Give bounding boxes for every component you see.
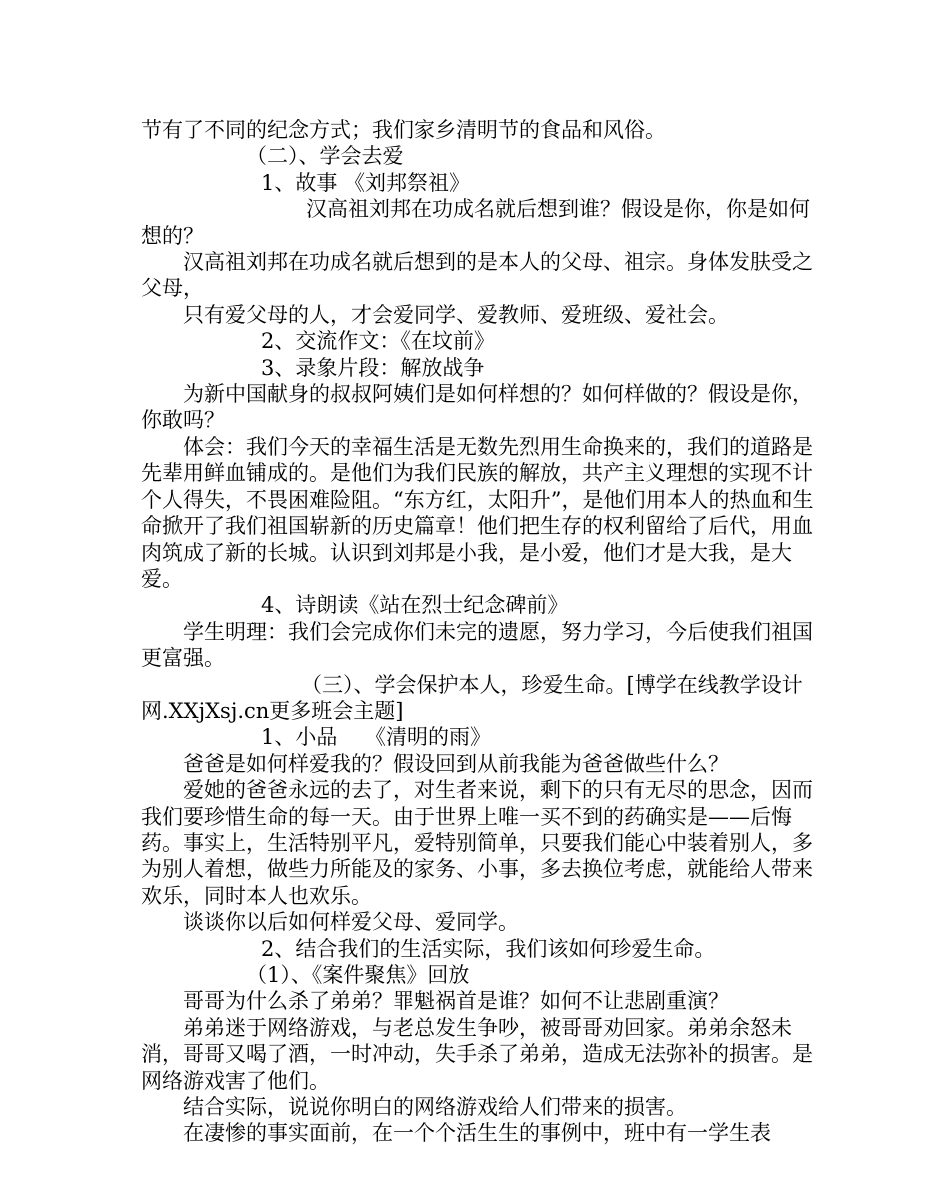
paragraph-online-games-story: 弟弟迷于网络游戏，与老总发生争吵，被哥哥劝回家。弟弟余怒未消，哥哥又喝了酒，一时冲动，失手杀了弟弟，造成无法弥补的损害。是网络游戏害了他们。 bbox=[141, 1015, 813, 1093]
paragraph-father-question: 爸爸是如何样爱我的？假设回到从前我能为爸爸做些什么？ bbox=[183, 751, 729, 776]
paragraph-liubang-answer: 汉高祖刘邦在功成名就后想到的是本人的父母、祖宗。身体发肤受之父母， bbox=[141, 250, 813, 301]
paragraph-brother-question: 哥哥为什么杀了弟弟？罪魁祸首是谁？如何不让悲剧重演？ bbox=[183, 989, 729, 1014]
paragraph-student-statement: 在凄惨的事实面前，在一个个活生生的事例中，班中有一学生表 bbox=[183, 1121, 771, 1146]
paragraph-cherish-life: 爱她的爸爸永远的去了，对生者来说，剩下的只有无尽的思念，因而我们要珍惜生命的每一天。由于世界上唯一买不到的药确实是——后悔药。事实上，生活特别平凡，爱特别简单，只要我们能心中装着别人，多为别人着想，做些力所能及的家务、小事，多去换位考虑，就能给人带来欢乐，同时本人也欢乐。 bbox=[141, 778, 813, 908]
paragraph-love-parents: 只有爱父母的人，才会爱同学、爱教师、爱班级、爱社会。 bbox=[183, 302, 729, 327]
subheading-skit: 1、小品 《清明的雨》 bbox=[261, 725, 492, 750]
subheading-essay-exchange: 2、交流作文：《在坟前》 bbox=[261, 329, 495, 354]
subheading-story-liubang: 1、故事 《刘邦祭祖》 bbox=[261, 170, 471, 195]
paragraph-games-harm: 结合实际，说说你明白的网络游戏给人们带来的损害。 bbox=[183, 1095, 687, 1120]
section-heading-learn-to-love: （二）、学会去爱 bbox=[246, 144, 404, 169]
paragraph-martyrs-question: 为新中国献身的叔叔阿姨们是如何样想的？如何样做的？假设是你，你敢吗？ bbox=[141, 382, 813, 433]
paragraph-reflection: 体会：我们今天的幸福生活是无数先烈用生命换来的，我们的道路是先辈用鲜血铺成的。是他们为我们民族的解放，共产主义理想的实现不计个人得失，不畏困难险阻。“东方红，太阳升”，是他们用本人的热血和生命掀开了我们祖国崭新的历史篇章！他们把生存的权利留给了后代，用血肉筑成了新的长城。认识到刘邦是小我，是小爱，他们才是大我，是大爱。 bbox=[141, 434, 814, 591]
subheading-video-clip: 3、录象片段：解放战争 bbox=[261, 355, 485, 380]
section-heading-protect-life: （三）、学会保护本人，珍爱生命。[博学在线教学设计网.XXjXsj.cn更多班会主题] bbox=[141, 672, 803, 723]
document-body bbox=[141, 117, 821, 1147]
paragraph-liubang-question: 汉高祖刘邦在功成名就后想到谁？假设是你，你是如何想的？ bbox=[141, 197, 810, 248]
subheading-poem-reading: 4、诗朗读《站在烈士纪念碑前》 bbox=[261, 593, 569, 618]
subheading-case-focus: （1）、《案件聚焦》回放 bbox=[246, 963, 470, 987]
paragraph-students-understand: 学生明理：我们会完成你们未完的遗愿，努力学习，今后使我们祖国更富强。 bbox=[141, 619, 813, 671]
paragraph-festival-customs: 节有了不同的纪念方式；我们家乡清明节的食品和风俗。 bbox=[141, 118, 666, 142]
paragraph-discuss-love: 谈谈你以后如何样爱父母、爱同学。 bbox=[183, 910, 519, 935]
subheading-real-life: 2、结合我们的生活实际，我们该如何珍爱生命。 bbox=[261, 936, 716, 961]
